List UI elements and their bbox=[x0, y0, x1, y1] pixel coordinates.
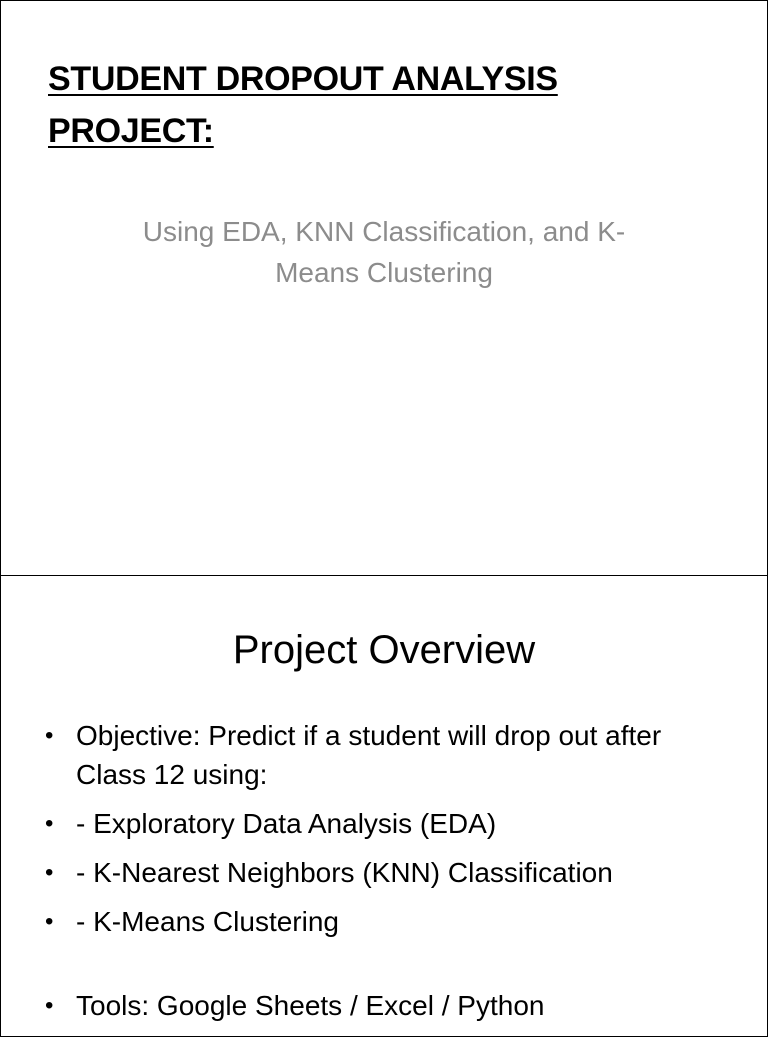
bullet-text: - Exploratory Data Analysis (EDA) bbox=[76, 808, 497, 839]
bullet-text: - K-Nearest Neighbors (KNN) Classification bbox=[76, 857, 613, 888]
bullet-icon: • bbox=[45, 992, 54, 1019]
title-line-2: PROJECT: bbox=[48, 112, 214, 150]
bullet-text: Tools: Google Sheets / Excel / Python bbox=[76, 990, 545, 1021]
bullet-item bbox=[45, 853, 725, 892]
bullet-text: - K-Means Clustering bbox=[76, 906, 339, 937]
bullet-icon: • bbox=[45, 722, 54, 749]
bullet-icon: • bbox=[45, 810, 54, 837]
bullet-item bbox=[45, 804, 725, 843]
title-line-1: STUDENT DROPOUT ANALYSIS bbox=[48, 60, 558, 98]
bullet-icon: • bbox=[45, 859, 54, 886]
slide-title bbox=[48, 53, 668, 157]
overview-slide bbox=[0, 575, 768, 1037]
bullet-icon: • bbox=[45, 908, 54, 935]
bullet-text: Objective: Predict if a student will drop out after Class 12 using: bbox=[76, 720, 662, 790]
overview-title: Project Overview bbox=[232, 628, 536, 672]
slide-subtitle: Using EDA, KNN Classification, and K-Means Clustering bbox=[142, 216, 626, 288]
bullet-list bbox=[45, 716, 725, 1035]
bullet-item bbox=[45, 716, 725, 794]
bullet-item bbox=[45, 902, 725, 941]
bullet-item bbox=[45, 986, 725, 1025]
